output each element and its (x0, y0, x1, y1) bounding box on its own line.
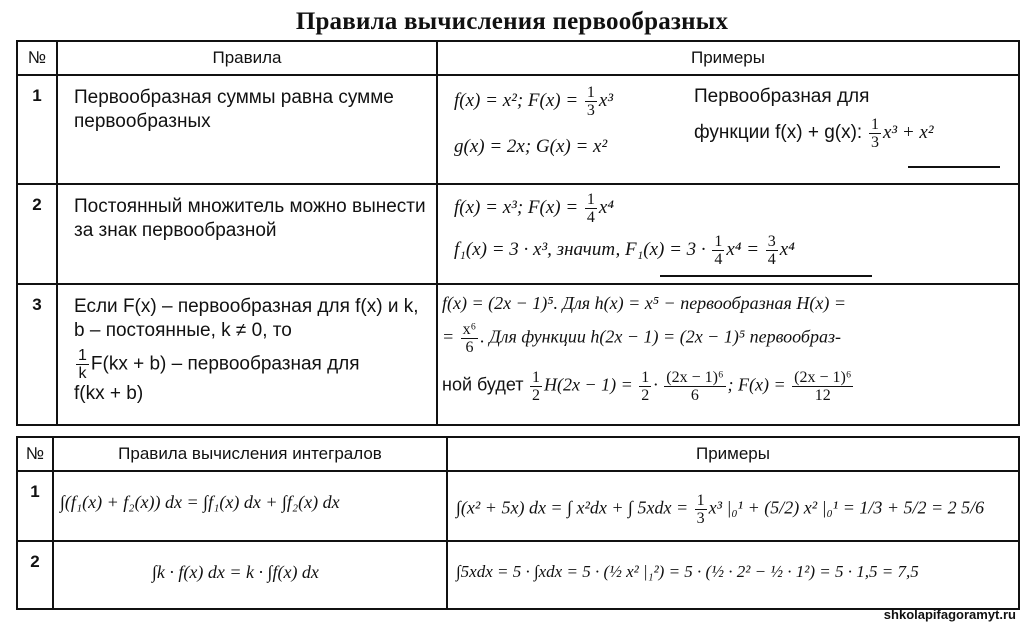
table-row (17, 75, 1019, 184)
table-header-row (17, 41, 1019, 75)
integral-example: ∫(x² + 5x) dx = ∫ x²dx + ∫ 5xdx = $\frac{1}{3}$ x³ |₀¹ + (5/2) x² |₀¹ = 1/3 + 5/2 = 2 5/6 (456, 492, 985, 527)
header-rules: Правила вычисления интегралов (53, 437, 447, 471)
example-line: f(x) = x³; F(x) = $\frac{1}{4}$ x⁴ (454, 190, 614, 226)
example-line: f(x) = (2x − 1)⁵. Для h(x) = x⁵ − первообразная H(x) = (442, 293, 847, 314)
row-number: 3 (17, 284, 57, 425)
table-row (17, 541, 1019, 609)
fraction: $\frac{1}{2}$ (531, 369, 540, 405)
rule-cell (53, 471, 447, 541)
rule-text: Если F(x) – первообразная для f(x) и k, b – постоянные, k ≠ 0, то $\frac{1}{k}$ F(kx + b) – первообразная для f(kx + b) (57, 284, 437, 425)
example-line: = $\frac{\text{x⁶}}{6}$ . Для функции h(2x − 1) = (2x − 1)⁵ первообраз- (442, 321, 841, 357)
example-line: f(x) = x²; F(x) = $\frac{1}{3}$ x³ (454, 84, 614, 120)
example-cell (437, 284, 1019, 425)
integral-example: ∫5xdx = 5 · ∫xdx = 5 · (½ x² |₁²) = 5 · (½ · 2² − ½ · 1²) = 5 · 1,5 = 7,5 (456, 562, 919, 581)
antiderivative-rules-table (16, 40, 1020, 426)
watermark: shkolapifagoramyt.ru (883, 607, 1016, 622)
header-number: № (17, 437, 53, 471)
fraction: $\frac{\text{(2x − 1)⁶}}{6}$ (666, 369, 724, 405)
rule-cell (53, 541, 447, 609)
row-number: 1 (17, 75, 57, 184)
table-row (17, 471, 1019, 541)
fraction: $\frac{1}{3}$ (870, 116, 879, 152)
integral-rule: ∫k · f(x) dx = k · ∫f(x) dx (152, 562, 319, 582)
underline (660, 275, 872, 277)
underline (908, 166, 1000, 168)
fraction: $\frac{3}{4}$ (767, 232, 776, 268)
header-examples: Примеры (447, 437, 1019, 471)
example-line: ной будет $\frac{1}{2}$ H(2x − 1) = $\frac{1}{2}$ · $\frac{\text{(2x − 1)⁶}}{6}$ ; F(x) = $\frac{\text{(2x − 1)⁶}}{12}$ (442, 369, 852, 405)
example-line: Первообразная для (694, 86, 870, 108)
fraction: $\frac{\text{x⁶}}{6}$ (462, 321, 477, 357)
fraction: $\frac{1}{3}$ (696, 492, 705, 527)
fraction: $\frac{1}{k}$ (78, 347, 87, 383)
table-row (17, 184, 1019, 285)
fraction: $\frac{1}{2}$ (641, 369, 650, 405)
header-rules: Правила (57, 41, 437, 75)
header-examples: Примеры (437, 41, 1019, 75)
fraction: $\frac{1}{3}$ (586, 84, 595, 120)
row-number: 2 (17, 541, 53, 609)
example-cell (447, 541, 1019, 609)
integral-rules-table (16, 436, 1020, 610)
table-header-row (17, 437, 1019, 471)
example-cell (437, 184, 1019, 285)
rule-text: Первообразная суммы равна сумме первообразных (57, 75, 437, 184)
example-cell (447, 471, 1019, 541)
example-cell (437, 75, 1019, 184)
fraction: $\frac{1}{4}$ (714, 232, 723, 268)
fraction: $\frac{\text{(2x − 1)⁶}}{12}$ (794, 369, 852, 405)
rule-text: Постоянный множитель можно вынести за знак первообразной (57, 184, 437, 285)
page-title: Правила вычисления первообразных (295, 8, 729, 35)
example-line: функции f(x) + g(x): $\frac{1}{3}$ x³ + x² (694, 116, 934, 152)
row-number: 1 (17, 471, 53, 541)
row-number: 2 (17, 184, 57, 285)
example-line: f₁(x) = 3 · x³, значит, F₁(x) = 3 · $\frac{1}{4}$ x⁴ = $\frac{3}{4}$ x⁴ (454, 232, 795, 268)
integral-rule: ∫(f₁(x) + f₂(x)) dx = ∫f₁(x) dx + ∫f₂(x) dx (60, 492, 340, 512)
fraction: $\frac{1}{4}$ (586, 190, 595, 226)
table-row (17, 284, 1019, 425)
example-line: g(x) = 2x; G(x) = x² (454, 136, 608, 158)
header-number: № (17, 41, 57, 75)
